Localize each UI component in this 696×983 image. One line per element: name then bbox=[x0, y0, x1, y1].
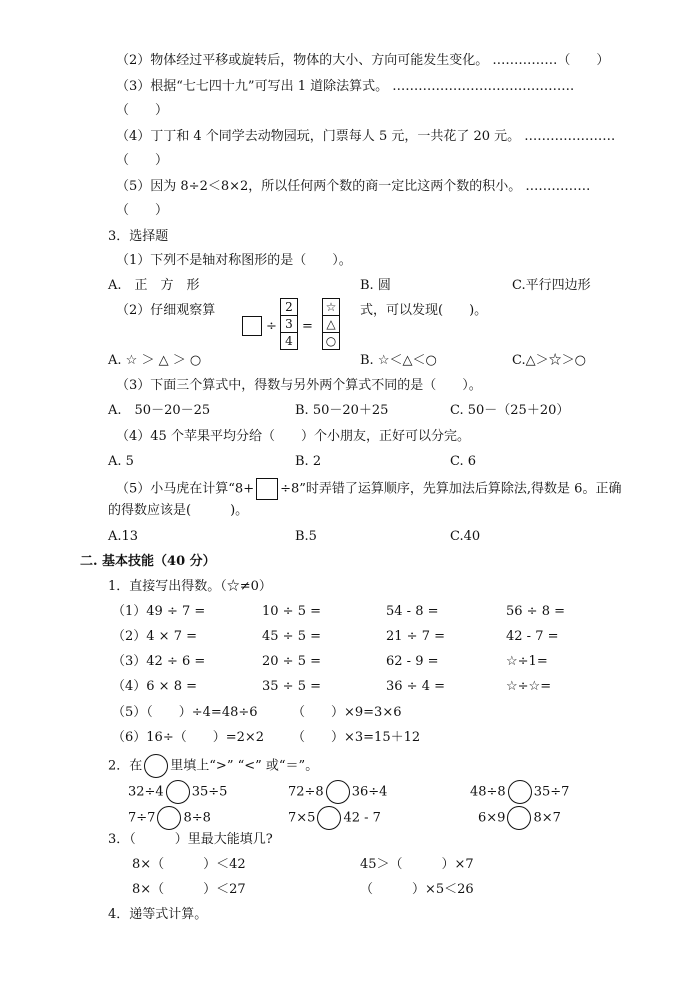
choice-q2-symbol-stack bbox=[322, 298, 340, 350]
skills-q4-title: 4．递等式计算。 bbox=[108, 907, 208, 922]
cmp-left: 72÷8 bbox=[288, 784, 324, 800]
fill-1: 8×（ ）＜42 bbox=[132, 857, 246, 872]
cmp-left: 7×5 bbox=[288, 810, 316, 826]
compare-circle[interactable] bbox=[508, 780, 532, 804]
choice-q2-c: C.△＞☆＞○ bbox=[512, 353, 586, 368]
choice-q3: （3）下面三个算式中，得数与另外两个算式不同的是（ ）。 bbox=[116, 378, 482, 393]
calc-row4-c4: ☆÷☆= bbox=[506, 679, 552, 694]
judge-q5-bracket: （ ） bbox=[116, 203, 169, 218]
stack-sym: ☆ bbox=[323, 299, 339, 316]
choice-q2-div: ÷ bbox=[266, 319, 277, 334]
compare-circle[interactable] bbox=[317, 806, 341, 830]
choice-q5 bbox=[116, 478, 621, 500]
section-heading: 二. 基本技能（40 分） bbox=[80, 554, 216, 569]
compare-item bbox=[478, 806, 561, 830]
skills-q2-title bbox=[108, 754, 318, 778]
cmp-right: 42 - 7 bbox=[343, 810, 381, 826]
choice-q2-box bbox=[240, 316, 264, 336]
calc-row6-a: （6）16÷（ ）=2×2 bbox=[112, 730, 265, 745]
cmp-left: 32÷4 bbox=[128, 784, 164, 800]
cmp-left: 7÷7 bbox=[128, 810, 156, 826]
compare-circle[interactable] bbox=[507, 806, 531, 830]
stack-num: 3 bbox=[281, 316, 297, 333]
skills-q2-post: 里填上“>” “<” 或“＝”。 bbox=[170, 758, 319, 774]
compare-item bbox=[470, 780, 569, 804]
cmp-right: 8÷8 bbox=[183, 810, 211, 826]
cmp-right: 35÷5 bbox=[191, 784, 228, 800]
judge-q5: （5）因为 8÷2＜8×2，所以任何两个数的商一定比这两个数的积小。 …………… bbox=[116, 179, 591, 194]
choice-q4-b: B. 2 bbox=[295, 454, 322, 469]
choice-q2-number-stack bbox=[280, 298, 298, 350]
compare-circle[interactable] bbox=[166, 780, 190, 804]
choice-q5-line2: 的得数应该是( )。 bbox=[108, 503, 249, 518]
calc-row1-c2: 10 ÷ 5 = bbox=[262, 604, 321, 619]
choice-q5-post: ÷8”时弄错了运算顺序，先算加法后算除法,得数是 6。正确 bbox=[280, 481, 622, 497]
stack-sym: △ bbox=[323, 316, 339, 333]
calc-row4-c3: 36 ÷ 4 = bbox=[386, 679, 445, 694]
compare-circle[interactable] bbox=[326, 780, 350, 804]
choice-q5-b: B.5 bbox=[295, 529, 317, 544]
compare-item bbox=[288, 806, 381, 830]
choice-q4-c: C. 6 bbox=[450, 454, 477, 469]
choice-q2-post: 式，可以发现( )。 bbox=[360, 303, 488, 318]
cmp-left: 48÷8 bbox=[470, 784, 506, 800]
cmp-left: 6×9 bbox=[478, 810, 506, 826]
judge-q2: （2）物体经过平移或旋转后，物体的大小、方向可能发生变化。 ……………（ ） bbox=[116, 53, 610, 68]
circle-icon bbox=[144, 754, 168, 778]
compare-circle[interactable] bbox=[157, 806, 181, 830]
choice-q5-a: A.13 bbox=[108, 529, 139, 544]
calc-row1-c1: （1）49 ÷ 7 = bbox=[112, 604, 206, 619]
choice-q1-c: C.平行四边形 bbox=[512, 278, 591, 293]
stack-num: 4 bbox=[285, 334, 293, 348]
calc-row4-c2: 35 ÷ 5 = bbox=[262, 679, 321, 694]
judge-q4: （4）丁丁和 4 个同学去动物园玩，门票每人 5 元，一共花了 20 元。 ………………… bbox=[116, 129, 616, 144]
calc-row1-c4: 56 ÷ 8 = bbox=[506, 604, 565, 619]
stack-num: 2 bbox=[281, 299, 297, 316]
cmp-right: 35÷7 bbox=[533, 784, 570, 800]
choice-q1: （1）下列不是轴对称图形的是（ ）。 bbox=[116, 253, 352, 268]
choice-q5-box bbox=[256, 478, 278, 500]
choice-q1-a: A. 正 方 形 bbox=[108, 278, 200, 293]
stack-sym: ○ bbox=[325, 334, 337, 348]
judge-q3-bracket: （ ） bbox=[116, 103, 169, 118]
calc-row2-c3: 21 ÷ 7 = bbox=[386, 629, 445, 644]
choice-title: 3．选择题 bbox=[108, 229, 169, 244]
calc-row2-c1: （2）4 × 7 = bbox=[112, 629, 197, 644]
choice-q4-a: A. 5 bbox=[108, 454, 134, 469]
calc-row4-c1: （4）6 × 8 = bbox=[112, 679, 197, 694]
calc-row3-c4: ☆÷1= bbox=[506, 654, 548, 669]
skills-q3-title: 3．（ ）里最大能填几? bbox=[108, 832, 273, 847]
fill-2: 45＞（ ）×7 bbox=[360, 857, 474, 872]
calc-row6-b: （ ）×3=15＋12 bbox=[292, 730, 421, 745]
choice-q4: （4）45 个苹果平均分给（ ）个小朋友，正好可以分完。 bbox=[116, 429, 470, 444]
judge-q4-bracket: （ ） bbox=[116, 153, 169, 168]
skills-q1-title: 1．直接写出得数。（☆≠0） bbox=[108, 579, 272, 594]
choice-q3-c: C. 50－（25＋20） bbox=[450, 403, 570, 418]
choice-q2-a: A. ☆ ＞ △ ＞ ○ bbox=[108, 353, 202, 368]
judge-q3: （3）根据“七七四十九”可写出 1 道除法算式。 …………………………………… bbox=[116, 79, 575, 94]
calc-row2-c2: 45 ÷ 5 = bbox=[262, 629, 321, 644]
choice-q2-pre: （2）仔细观察算 bbox=[116, 303, 216, 318]
calc-row1-c3: 54 - 8 = bbox=[386, 604, 439, 619]
calc-row3-c3: 62 - 9 = bbox=[386, 654, 439, 669]
choice-q5-c: C.40 bbox=[450, 529, 481, 544]
calc-row3-c1: （3）42 ÷ 6 = bbox=[112, 654, 206, 669]
choice-q3-b: B. 50－20＋25 bbox=[295, 403, 389, 418]
choice-q1-b: B. 圆 bbox=[360, 278, 391, 293]
calc-row3-c2: 20 ÷ 5 = bbox=[262, 654, 321, 669]
cmp-right: 8×7 bbox=[533, 810, 561, 826]
fill-3: 8×（ ）＜27 bbox=[132, 882, 246, 897]
compare-item bbox=[128, 806, 211, 830]
choice-q2-eq: = bbox=[302, 319, 313, 334]
fill-4: （ ）×5＜26 bbox=[360, 882, 474, 897]
choice-q5-pre: （5）小马虎在计算“8+ bbox=[116, 481, 255, 497]
skills-q2-pre: 2．在 bbox=[108, 758, 143, 774]
choice-q3-a: A. 50－20－25 bbox=[108, 403, 211, 418]
choice-q2-b: B. ☆＜△＜○ bbox=[360, 353, 437, 368]
calc-row5-a: （5）（ ）÷4=48÷6 bbox=[112, 705, 258, 720]
calc-row5-b: （ ）×9=3×6 bbox=[292, 705, 402, 720]
compare-item bbox=[288, 780, 387, 804]
calc-row2-c4: 42 - 7 = bbox=[506, 629, 559, 644]
cmp-right: 36÷4 bbox=[351, 784, 388, 800]
compare-item bbox=[128, 780, 227, 804]
